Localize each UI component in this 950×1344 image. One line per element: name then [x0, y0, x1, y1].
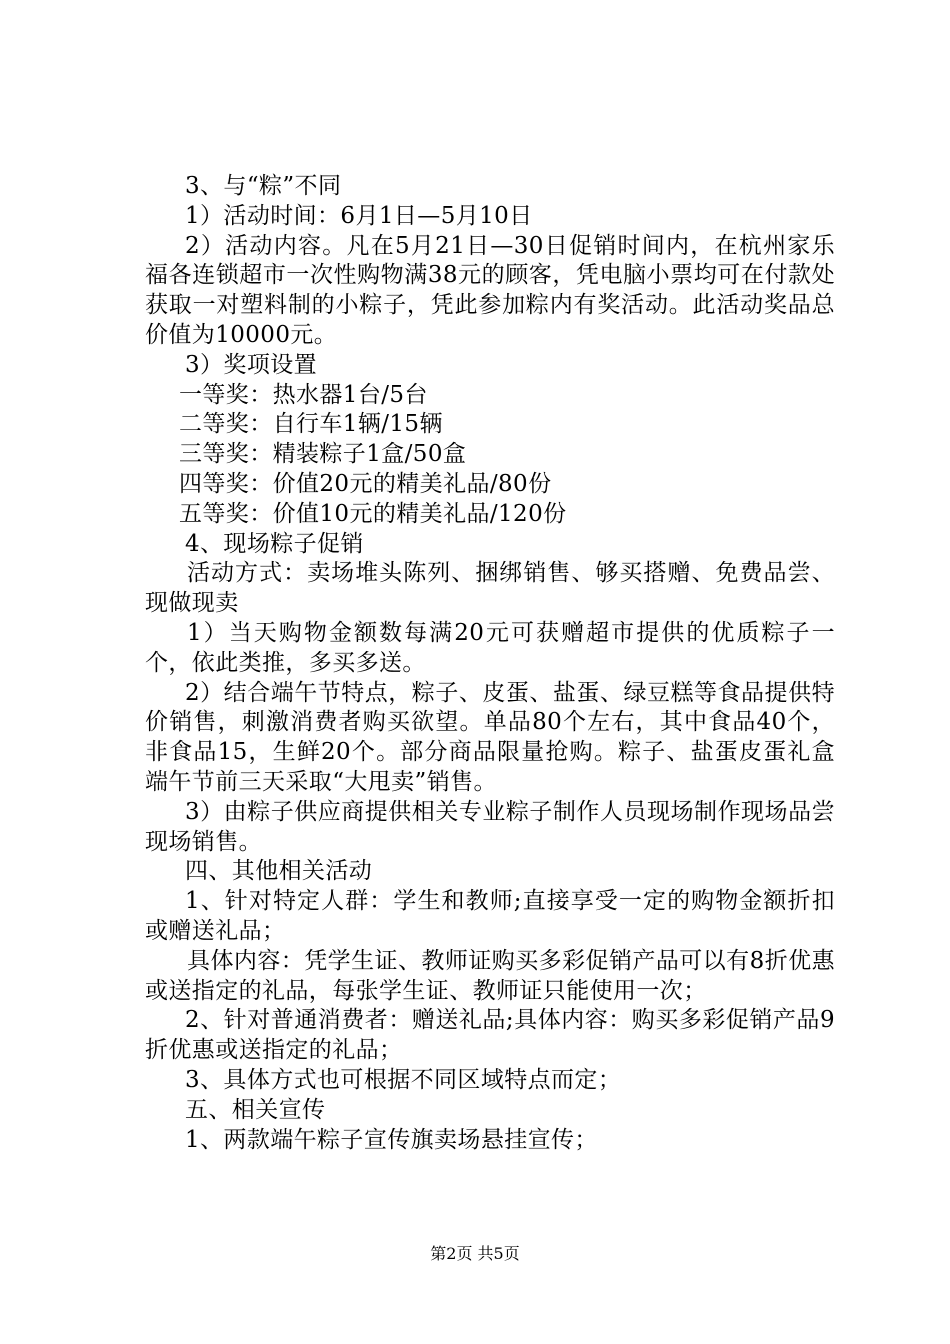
paragraph-specific-content: 具体内容：凭学生证、教师证购买多彩促销产品可以有8折优惠或送指定的礼品，每张学生证、教师证只能使用一次； — [145, 947, 835, 1004]
paragraph-onsite-making: 3）由粽子供应商提供相关专业粽子制作人员现场制作现场品尝现场销售。 — [145, 798, 835, 855]
section-heading-3: 3、与“粽”不同 — [185, 173, 342, 199]
prize-fifth: 五等奖：价值10元的精美礼品/120份 — [179, 500, 567, 527]
prize-fourth: 四等奖：价值20元的精美礼品/80份 — [179, 470, 552, 497]
paragraph-activity-method: 活动方式：卖场堆头陈列、捆绑销售、够买搭赠、免费品尝、现做现卖 — [145, 560, 835, 617]
paragraph-regular-consumers: 2、针对普通消费者：赠送礼品;具体内容：购买多彩促销产品9折优惠或送指定的礼品； — [145, 1007, 835, 1064]
page-number-footer: 第2页 共5页 — [430, 1244, 520, 1263]
paragraph-activity-content: 2）活动内容。凡在5月21日—30日促销时间内，在杭州家乐福各连锁超市一次性购物满38元的顾客，凭电脑小票均可在付款处获取一对塑料制的小粽子，凭此参加粽内有奖活动。此活动奖品总价值为10000元。 — [145, 232, 835, 348]
paragraph-prize-setup: 3）奖项设置 — [185, 351, 318, 378]
prize-third: 三等奖：精装粽子1盒/50盒 — [179, 441, 467, 468]
section-heading-five: 五、相关宣传 — [185, 1096, 326, 1123]
document-body — [145, 172, 835, 1155]
section-heading-4: 4、现场粽子促销 — [185, 530, 364, 557]
paragraph-target-group: 1、针对特定人群：学生和教师;直接享受一定的购物金额折扣或赠送礼品； — [145, 888, 835, 944]
section-heading-four: 四、其他相关活动 — [185, 858, 373, 885]
paragraph-gift-rule: 1）当天购物金额数每满20元可获赠超市提供的优质粽子一个，依此类推，多买多送。 — [145, 619, 835, 676]
prize-first: 一等奖：热水器1台/5台 — [179, 381, 428, 408]
paragraph-special-sale: 2）结合端午节特点，粽子、皮蛋、盐蛋、绿豆糕等食品提供特价销售，刺激消费者购买欲望。单品80个左右，其中食品40个，非食品15，生鲜20个。部分商品限量抢购。粽子、盐蛋皮蛋礼盒端午节前三天采取“大甩卖”销售。 — [145, 679, 835, 795]
paragraph-promo-flags: 1、两款端午粽子宣传旗卖场悬挂宣传； — [185, 1126, 598, 1153]
paragraph-activity-time: 1）活动时间：6月1日—5月10日 — [185, 202, 533, 229]
prize-second: 二等奖：自行车1辆/15辆 — [179, 411, 443, 438]
paragraph-regional-method: 3、具体方式也可根据不同区域特点而定； — [185, 1066, 622, 1093]
